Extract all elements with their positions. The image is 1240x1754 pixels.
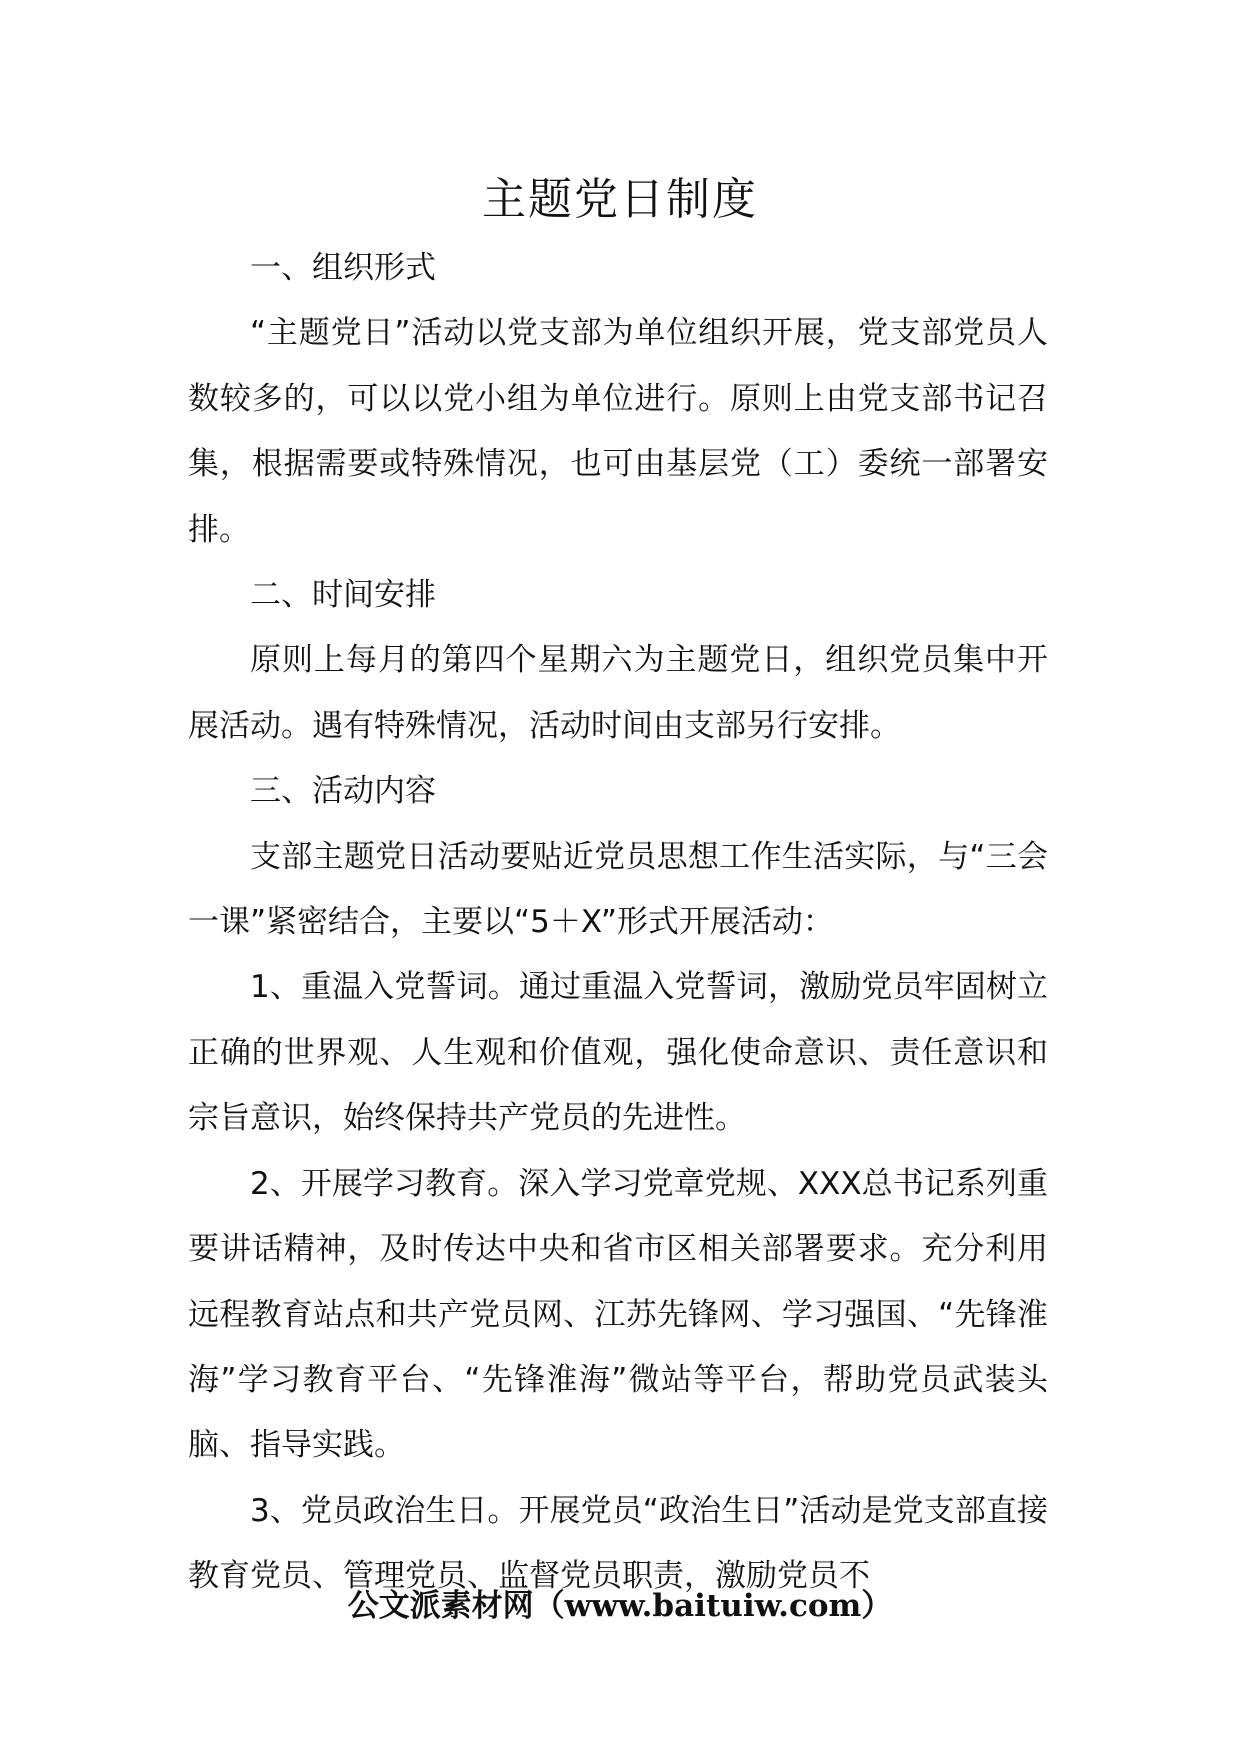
section-heading: 三、活动内容 <box>250 773 436 810</box>
paragraph: 2、开展学习教育。深入学习党章党规、XXX总书记系列重要讲话精神，及时传达中央和省市区相关部署要求。充分利用远程教育站点和共产党员网、江苏先锋网、学习强国、“先锋淮海”学习教育平台、“先锋淮海”微站等平台，帮助党员武装头脑、指导实践。 <box>188 1165 1048 1464</box>
paragraph: 3、党员政治生日。开展党员“政治生日”活动是党支部直接教育党员、管理党员、监督党员职责，激励党员不 <box>188 1492 1048 1595</box>
page-title: 主题党日制度 <box>482 174 758 225</box>
footer-watermark: 公文派素材网（www.baituiw.com） <box>347 1588 893 1624</box>
document-body <box>188 236 1048 1610</box>
paragraph: 原则上每月的第四个星期六为主题党日，组织党员集中开展活动。遇有特殊情况，活动时间由支部另行安排。 <box>188 642 1048 744</box>
paragraph: 支部主题党日活动要贴近党员思想工作生活实际，与“三会一课”紧密结合，主要以“5＋X”形式开展活动： <box>188 838 1048 941</box>
section-heading: 一、组织形式 <box>250 250 436 286</box>
paragraph: “主题党日”活动以党支部为单位组织开展，党支部党员人数较多的，可以以党小组为单位进行。原则上由党支部书记召集，根据需要或特殊情况，也可由基层党（工）委统一部署安排。 <box>188 315 1048 548</box>
paragraph: 1、重温入党誓词。通过重温入党誓词，激励党员牢固树立正确的世界观、人生观和价值观，强化使命意识、责任意识和宗旨意识，始终保持共产党员的先进性。 <box>188 969 1048 1137</box>
section-heading: 二、时间安排 <box>250 577 436 614</box>
